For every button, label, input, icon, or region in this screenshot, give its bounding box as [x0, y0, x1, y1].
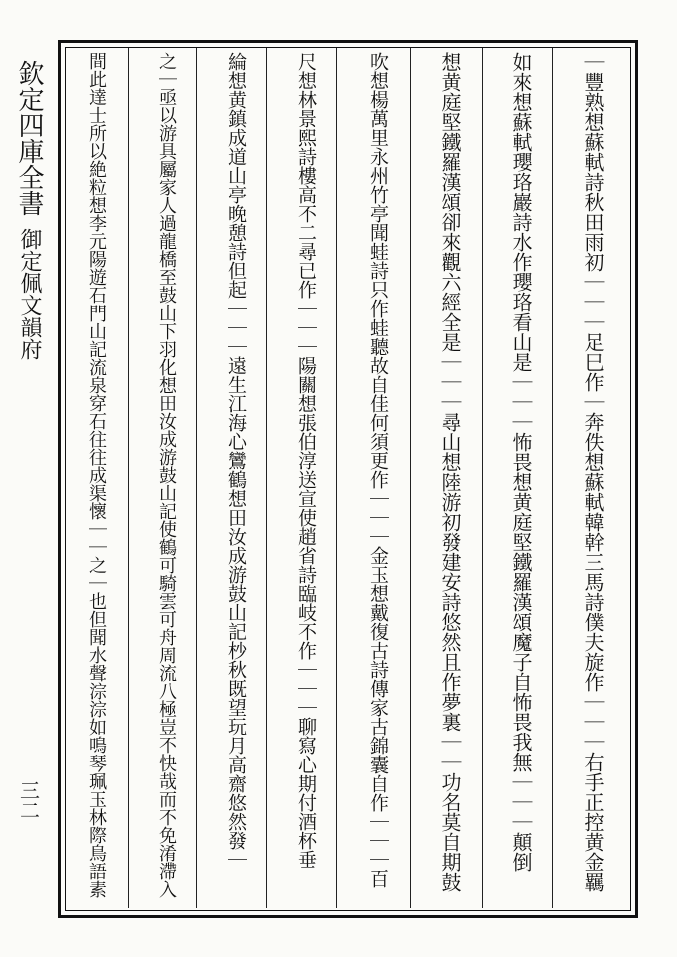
column-rule — [196, 48, 197, 908]
column-text: 想黄庭堅鐵羅漢頌卻來觀六經全是｜｜｜尋山想陸游初發建安詩悠然且作夢裏｜｜功名莫自期鼓 — [438, 52, 462, 892]
column-text: 吹想楊萬里永州竹亭聞蛙詩只作蛙聽故自佳何須更作｜｜｜金玉想戴復古詩傳家古錦囊自作｜｜｜百 — [367, 52, 389, 888]
column-text: ｜豐熟想蘇軾詩秋田雨初｜｜｜足巳作｜奔佚想蘇軾韓幹三馬詩僕夫旋作｜｜｜右手正控黄金羈 — [581, 52, 605, 892]
column-text: 尺想林景熙詩樓高不二尋已作｜｜｜陽關想張伯淳送宣使趙省詩臨岐不作｜｜｜聊寫心期付酒杯垂 — [295, 52, 317, 869]
left-margin — [6, 60, 52, 940]
column-text: 綸想黄鎮成道山亭晚憩詩但起｜｜｜遠生江海心鸞鶴想田汝成游鼓山記杪秋既望玩月高齋悠然發｜ — [225, 52, 247, 869]
text-column-4 — [350, 52, 406, 912]
text-column-3 — [422, 52, 478, 912]
text-column-5 — [278, 52, 334, 912]
book-title: 欽定四庫全書 — [14, 60, 44, 216]
text-column-6 — [208, 52, 264, 912]
text-column-1 — [565, 52, 621, 912]
column-rule — [128, 48, 129, 908]
text-column-2 — [493, 52, 549, 912]
column-rule — [552, 48, 553, 908]
column-text: 之｜亟以游具屬家人過龍橋至鼓山下羽化想田汝成游鼓山記使鶴可騎雲可舟周流八極豈不快哉而不免淆滯入 — [156, 52, 177, 898]
page-number: 三二 — [16, 780, 41, 820]
section-title: 御定佩文韻府 — [17, 228, 42, 360]
column-text: 間此達士所以絶粒想李元陽遊石門山記流泉穿石往往成渠懷｜｜之｜也但聞水聲淙淙如鳴琴珮玉林際鳥語素 — [86, 52, 107, 898]
column-rule — [410, 48, 411, 908]
text-column-7 — [138, 52, 194, 912]
column-rule — [266, 48, 267, 908]
column-rule — [336, 48, 337, 908]
text-column-8 — [68, 52, 124, 912]
column-text: 如來想蘇軾瓔珞巖詩水作瓔珞看山是｜｜｜怖畏想黄庭堅鐵羅漢頌魔子自怖畏我無｜｜｜顛倒 — [509, 52, 533, 872]
column-rule — [482, 48, 483, 908]
